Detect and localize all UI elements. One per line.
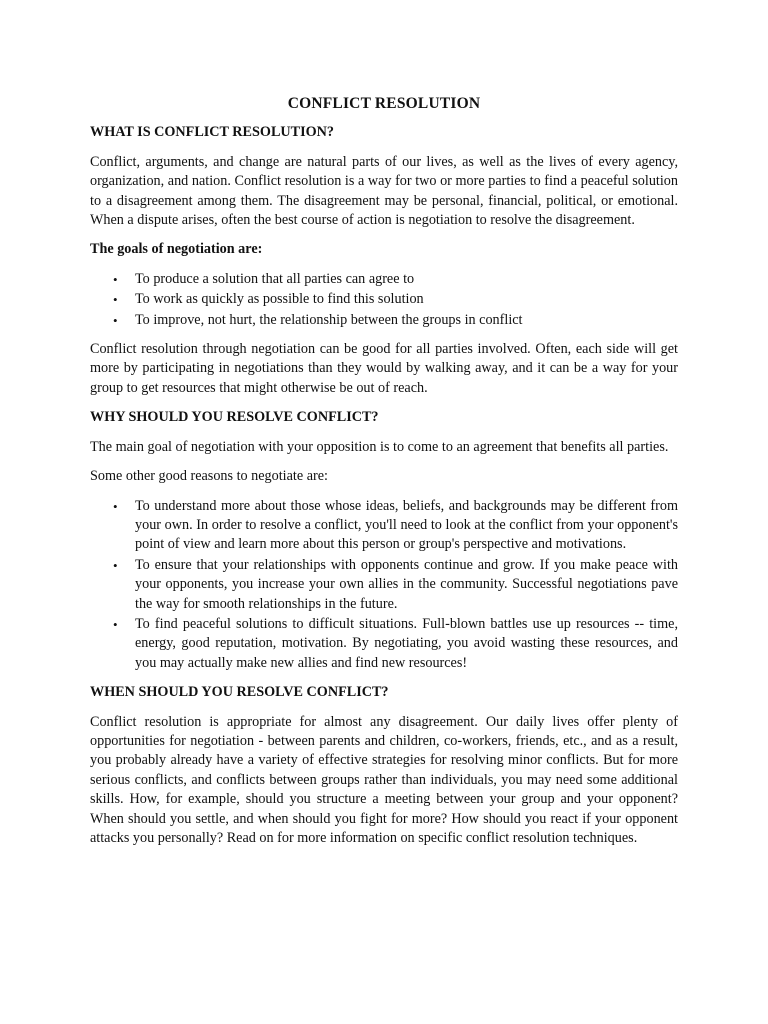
goals-label: The goals of negotiation are: bbox=[90, 241, 263, 258]
section-heading-what: WHAT IS CONFLICT RESOLUTION? bbox=[90, 124, 335, 141]
list-item: • To improve, not hurt, the relationship between the groups in conflict bbox=[135, 311, 678, 330]
reasons-label: Some other good reasons to negotiate are: bbox=[90, 468, 328, 485]
bullet-icon: • bbox=[113, 312, 118, 328]
goals-list bbox=[90, 270, 678, 330]
reasons-list bbox=[90, 497, 678, 674]
list-item: • To work as quickly as possible to find this solution bbox=[135, 290, 678, 309]
section-why-paragraph: The main goal of negotiation with your opposition is to come to an agreement that benefits all parties. bbox=[90, 438, 669, 455]
bullet-icon: • bbox=[113, 616, 118, 632]
document-title: CONFLICT RESOLUTION bbox=[287, 95, 481, 112]
section-heading-when: WHEN SHOULD YOU RESOLVE CONFLICT? bbox=[90, 684, 389, 701]
section-what-paragraph: Conflict, arguments, and change are natural parts of our lives, as well as the lives of every agency, organization, and nation. Conflict resolution is a way for two or more parties to find a peaceful solution to a disagreement among them. The disagreement may be personal, financial, political, or emotional. When a dispute arises, often the best course of action is negotiation to resolve the disagreement. bbox=[90, 153, 678, 229]
section-when-paragraph: Conflict resolution is appropriate for almost any disagreement. Our daily lives offer plenty of opportunities for negotiation - between parents and children, co-workers, friends, etc., and as a result, you probably already have a variety of effective strategies for resolving minor conflicts. But for more serious conflicts, and conflicts between groups rather than individuals, you may need some additional skills. How, for example, should you structure a meeting between your group and your opponent? When should you settle, and when should you fight for more? How should you react if your opponent attacks you personally? Read on for more information on specific conflict resolution techniques. bbox=[90, 713, 678, 846]
bullet-icon: • bbox=[113, 557, 118, 573]
section-what-closing: Conflict resolution through negotiation can be good for all parties involved. Often, each side will get more by participating in negotiations than they would by walking away, and it can be a way for your group to get resources that might otherwise be out of reach. bbox=[90, 341, 678, 396]
list-item: • To find peaceful solutions to difficult situations. Full-blown battles use up resources -- time, energy, good reputation, motivation. By negotiating, you avoid wasting these resources, and you may actually make new allies and find new resources! bbox=[113, 615, 678, 671]
list-item: • To understand more about those whose ideas, beliefs, and backgrounds may be different from your own. In order to resolve a conflict, you'll need to look at the conflict from your opponent's point of view and learn more about this person or group's perspective and motivations. bbox=[113, 497, 678, 553]
list-item: • To ensure that your relationships with opponents continue and grow. If you make peace with your opponents, you increase your own allies in the community. Successful negotiations pave the way for smooth relationships in the future. bbox=[113, 556, 678, 612]
list-item: • To produce a solution that all parties can agree to bbox=[135, 270, 678, 289]
section-heading-why: WHY SHOULD YOU RESOLVE CONFLICT? bbox=[90, 409, 379, 426]
bullet-icon: • bbox=[113, 271, 118, 287]
bullet-icon: • bbox=[113, 498, 118, 514]
bullet-icon: • bbox=[113, 292, 118, 308]
